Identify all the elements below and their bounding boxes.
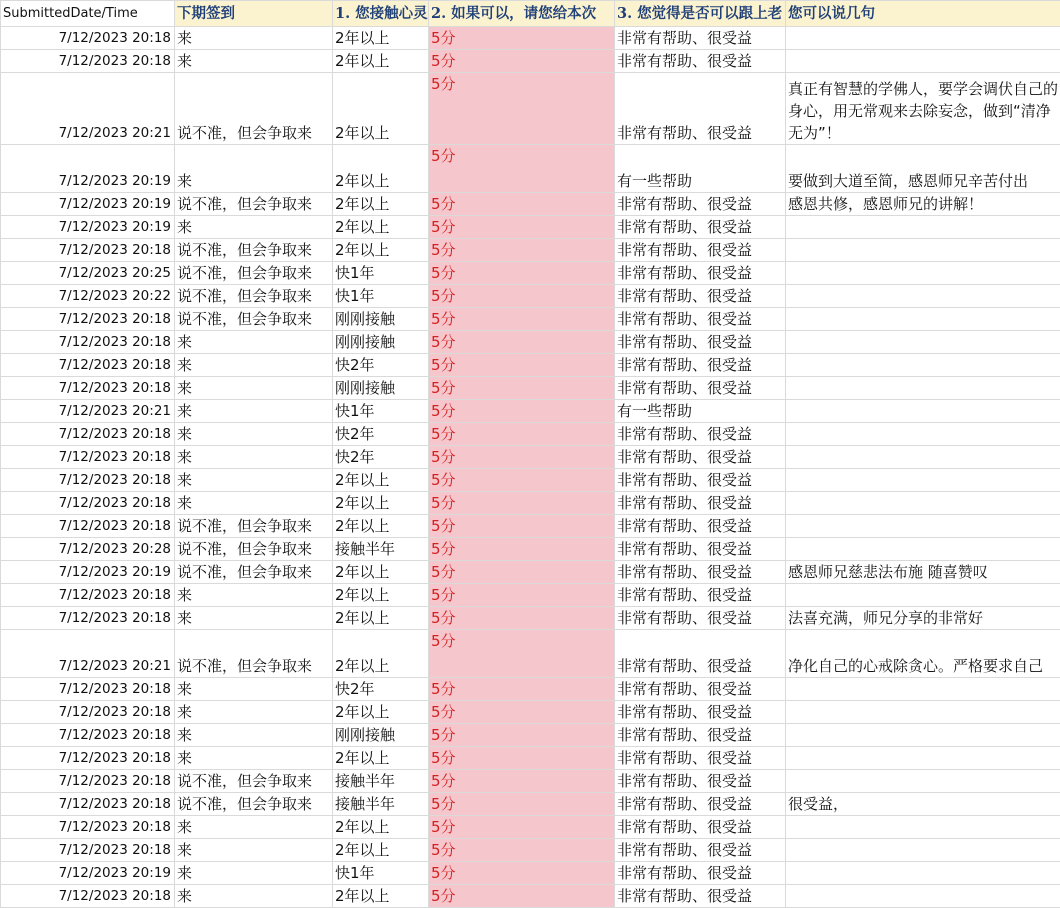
submitted-date-cell[interactable]: 7/12/2023 20:25 xyxy=(1,262,175,285)
submitted-date-cell[interactable]: 7/12/2023 20:18 xyxy=(1,354,175,377)
contact-duration-cell[interactable]: 2年以上 xyxy=(333,492,429,515)
contact-duration-cell[interactable]: 2年以上 xyxy=(333,469,429,492)
submitted-date-cell[interactable]: 7/12/2023 20:18 xyxy=(1,584,175,607)
contact-duration-cell[interactable]: 2年以上 xyxy=(333,216,429,239)
helpfulness-cell[interactable]: 非常有帮助、很受益 xyxy=(615,423,786,446)
contact-duration-cell[interactable]: 2年以上 xyxy=(333,239,429,262)
next-signin-cell[interactable]: 来 xyxy=(175,839,333,862)
helpfulness-cell[interactable]: 非常有帮助、很受益 xyxy=(615,262,786,285)
table-row[interactable] xyxy=(1,262,1060,285)
table-row[interactable] xyxy=(1,678,1060,701)
table-row[interactable] xyxy=(1,724,1060,747)
submitted-date-cell[interactable]: 7/12/2023 20:18 xyxy=(1,747,175,770)
helpfulness-cell[interactable]: 有一些帮助 xyxy=(615,400,786,423)
helpfulness-cell[interactable]: 非常有帮助、很受益 xyxy=(615,793,786,816)
contact-duration-cell[interactable]: 快1年 xyxy=(333,400,429,423)
comment-cell[interactable]: 真正有智慧的学佛人，要学会调伏自己的身心，用无常观来去除妄念，做到“清净无为”！ xyxy=(786,73,1060,145)
comment-cell[interactable] xyxy=(786,770,1060,793)
contact-duration-cell[interactable]: 刚刚接触 xyxy=(333,724,429,747)
helpfulness-cell[interactable]: 非常有帮助、很受益 xyxy=(615,584,786,607)
comment-cell[interactable] xyxy=(786,262,1060,285)
submitted-date-cell[interactable]: 7/12/2023 20:18 xyxy=(1,469,175,492)
table-row[interactable] xyxy=(1,50,1060,73)
submitted-date-cell[interactable]: 7/12/2023 20:18 xyxy=(1,377,175,400)
submitted-date-cell[interactable]: 7/12/2023 20:18 xyxy=(1,50,175,73)
rating-cell[interactable]: 5分 xyxy=(429,607,615,630)
comment-cell[interactable] xyxy=(786,839,1060,862)
rating-cell[interactable]: 5分 xyxy=(429,193,615,216)
helpfulness-cell[interactable]: 非常有帮助、很受益 xyxy=(615,239,786,262)
next-signin-cell[interactable]: 说不准，但会争取来 xyxy=(175,239,333,262)
next-signin-cell[interactable]: 来 xyxy=(175,331,333,354)
table-row[interactable] xyxy=(1,423,1060,446)
contact-duration-cell[interactable]: 2年以上 xyxy=(333,561,429,584)
rating-cell[interactable]: 5分 xyxy=(429,584,615,607)
contact-duration-cell[interactable]: 刚刚接触 xyxy=(333,331,429,354)
submitted-date-cell[interactable]: 7/12/2023 20:21 xyxy=(1,400,175,423)
submitted-date-cell[interactable]: 7/12/2023 20:18 xyxy=(1,423,175,446)
helpfulness-cell[interactable]: 非常有帮助、很受益 xyxy=(615,839,786,862)
contact-duration-cell[interactable]: 2年以上 xyxy=(333,885,429,908)
rating-cell[interactable]: 5分 xyxy=(429,239,615,262)
helpfulness-cell[interactable]: 非常有帮助、很受益 xyxy=(615,630,786,678)
comment-cell[interactable]: 净化自己的心戒除贪心。严格要求自己 xyxy=(786,630,1060,678)
helpfulness-cell[interactable]: 非常有帮助、很受益 xyxy=(615,885,786,908)
rating-cell[interactable]: 5分 xyxy=(429,770,615,793)
rating-cell[interactable]: 5分 xyxy=(429,561,615,584)
submitted-date-cell[interactable]: 7/12/2023 20:19 xyxy=(1,145,175,193)
helpfulness-cell[interactable]: 非常有帮助、很受益 xyxy=(615,607,786,630)
submitted-date-cell[interactable]: 7/12/2023 20:18 xyxy=(1,724,175,747)
next-signin-cell[interactable]: 来 xyxy=(175,354,333,377)
rating-cell[interactable]: 5分 xyxy=(429,862,615,885)
next-signin-cell[interactable]: 来 xyxy=(175,607,333,630)
table-row[interactable] xyxy=(1,216,1060,239)
helpfulness-cell[interactable]: 非常有帮助、很受益 xyxy=(615,354,786,377)
comment-cell[interactable] xyxy=(786,446,1060,469)
next-signin-cell[interactable]: 来 xyxy=(175,50,333,73)
rating-cell[interactable]: 5分 xyxy=(429,446,615,469)
contact-duration-cell[interactable]: 2年以上 xyxy=(333,839,429,862)
submitted-date-cell[interactable]: 7/12/2023 20:22 xyxy=(1,285,175,308)
submitted-date-cell[interactable]: 7/12/2023 20:19 xyxy=(1,561,175,584)
contact-duration-cell[interactable]: 快2年 xyxy=(333,446,429,469)
rating-cell[interactable]: 5分 xyxy=(429,216,615,239)
table-row[interactable] xyxy=(1,354,1060,377)
table-row[interactable] xyxy=(1,538,1060,561)
contact-duration-cell[interactable]: 快2年 xyxy=(333,354,429,377)
rating-cell[interactable]: 5分 xyxy=(429,469,615,492)
helpfulness-cell[interactable]: 非常有帮助、很受益 xyxy=(615,377,786,400)
table-row[interactable] xyxy=(1,285,1060,308)
table-body xyxy=(1,27,1060,908)
comment-cell[interactable] xyxy=(786,515,1060,538)
rating-cell[interactable]: 5分 xyxy=(429,678,615,701)
contact-duration-cell[interactable]: 2年以上 xyxy=(333,50,429,73)
next-signin-cell[interactable]: 来 xyxy=(175,816,333,839)
comment-cell[interactable] xyxy=(786,239,1060,262)
contact-duration-cell[interactable]: 快2年 xyxy=(333,423,429,446)
contact-duration-cell[interactable]: 快1年 xyxy=(333,262,429,285)
contact-duration-cell[interactable]: 刚刚接触 xyxy=(333,377,429,400)
comment-cell[interactable] xyxy=(786,423,1060,446)
rating-cell[interactable]: 5分 xyxy=(429,308,615,331)
contact-duration-cell[interactable]: 2年以上 xyxy=(333,73,429,145)
comment-cell[interactable]: 感恩共修，感恩师兄的讲解！ xyxy=(786,193,1060,216)
table-row[interactable] xyxy=(1,584,1060,607)
rating-cell[interactable]: 5分 xyxy=(429,27,615,50)
header-comments[interactable]: 您可以说几句 xyxy=(786,1,1060,27)
next-signin-cell[interactable]: 来 xyxy=(175,885,333,908)
next-signin-cell[interactable]: 来 xyxy=(175,216,333,239)
comment-cell[interactable] xyxy=(786,492,1060,515)
helpfulness-cell[interactable]: 非常有帮助、很受益 xyxy=(615,331,786,354)
header-rating[interactable]: 2. 如果可以，请您给本次 xyxy=(429,1,615,27)
submitted-date-cell[interactable]: 7/12/2023 20:18 xyxy=(1,27,175,50)
table-row[interactable] xyxy=(1,862,1060,885)
next-signin-cell[interactable]: 说不准，但会争取来 xyxy=(175,538,333,561)
table-row[interactable] xyxy=(1,630,1060,678)
next-signin-cell[interactable]: 说不准，但会争取来 xyxy=(175,770,333,793)
submitted-date-cell[interactable]: 7/12/2023 20:19 xyxy=(1,216,175,239)
rating-cell[interactable]: 5分 xyxy=(429,331,615,354)
contact-duration-cell[interactable]: 2年以上 xyxy=(333,193,429,216)
contact-duration-cell[interactable]: 2年以上 xyxy=(333,816,429,839)
contact-duration-cell[interactable]: 2年以上 xyxy=(333,145,429,193)
helpfulness-cell[interactable]: 非常有帮助、很受益 xyxy=(615,724,786,747)
table-row[interactable] xyxy=(1,561,1060,584)
comment-cell[interactable] xyxy=(786,354,1060,377)
helpfulness-cell[interactable]: 非常有帮助、很受益 xyxy=(615,193,786,216)
table-row[interactable] xyxy=(1,701,1060,724)
submitted-date-cell[interactable]: 7/12/2023 20:18 xyxy=(1,678,175,701)
rating-cell[interactable]: 5分 xyxy=(429,492,615,515)
comment-cell[interactable]: 很受益， xyxy=(786,793,1060,816)
next-signin-cell[interactable]: 说不准，但会争取来 xyxy=(175,515,333,538)
submitted-date-cell[interactable]: 7/12/2023 20:18 xyxy=(1,839,175,862)
comment-cell[interactable] xyxy=(786,469,1060,492)
rating-cell[interactable]: 5分 xyxy=(429,885,615,908)
table-row[interactable] xyxy=(1,27,1060,50)
table-row[interactable] xyxy=(1,400,1060,423)
helpfulness-cell[interactable]: 非常有帮助、很受益 xyxy=(615,747,786,770)
contact-duration-cell[interactable]: 接触半年 xyxy=(333,770,429,793)
next-signin-cell[interactable]: 来 xyxy=(175,446,333,469)
table-row[interactable] xyxy=(1,331,1060,354)
comment-cell[interactable] xyxy=(786,308,1060,331)
next-signin-cell[interactable]: 来 xyxy=(175,27,333,50)
next-signin-cell[interactable]: 来 xyxy=(175,862,333,885)
next-signin-cell[interactable]: 来 xyxy=(175,701,333,724)
header-helpfulness[interactable]: 3. 您觉得是否可以跟上老 xyxy=(615,1,786,27)
next-signin-cell[interactable]: 说不准，但会争取来 xyxy=(175,630,333,678)
comment-cell[interactable] xyxy=(786,285,1060,308)
table-row[interactable] xyxy=(1,839,1060,862)
table-row[interactable] xyxy=(1,73,1060,145)
contact-duration-cell[interactable]: 快2年 xyxy=(333,678,429,701)
rating-cell[interactable]: 5分 xyxy=(429,400,615,423)
submitted-date-cell[interactable]: 7/12/2023 20:18 xyxy=(1,515,175,538)
helpfulness-cell[interactable]: 非常有帮助、很受益 xyxy=(615,862,786,885)
submitted-date-cell[interactable]: 7/12/2023 20:21 xyxy=(1,73,175,145)
table-row[interactable] xyxy=(1,145,1060,193)
contact-duration-cell[interactable]: 2年以上 xyxy=(333,27,429,50)
table-row[interactable] xyxy=(1,793,1060,816)
helpfulness-cell[interactable]: 非常有帮助、很受益 xyxy=(615,446,786,469)
rating-cell[interactable]: 5分 xyxy=(429,262,615,285)
helpfulness-cell[interactable]: 非常有帮助、很受益 xyxy=(615,492,786,515)
rating-cell[interactable]: 5分 xyxy=(429,793,615,816)
rating-cell[interactable]: 5分 xyxy=(429,816,615,839)
rating-cell[interactable]: 5分 xyxy=(429,354,615,377)
comment-cell[interactable]: 法喜充满，师兄分享的非常好 xyxy=(786,607,1060,630)
comment-cell[interactable] xyxy=(786,724,1060,747)
comment-cell[interactable] xyxy=(786,27,1060,50)
helpfulness-cell[interactable]: 非常有帮助、很受益 xyxy=(615,678,786,701)
next-signin-cell[interactable]: 来 xyxy=(175,377,333,400)
submitted-date-cell[interactable]: 7/12/2023 20:18 xyxy=(1,816,175,839)
submitted-date-cell[interactable]: 7/12/2023 20:18 xyxy=(1,308,175,331)
submitted-date-cell[interactable]: 7/12/2023 20:18 xyxy=(1,701,175,724)
helpfulness-cell[interactable]: 有一些帮助 xyxy=(615,145,786,193)
table-row[interactable] xyxy=(1,239,1060,262)
table-row[interactable] xyxy=(1,747,1060,770)
contact-duration-cell[interactable]: 2年以上 xyxy=(333,747,429,770)
submitted-date-cell[interactable]: 7/12/2023 20:19 xyxy=(1,862,175,885)
comment-cell[interactable] xyxy=(786,50,1060,73)
contact-duration-cell[interactable]: 快1年 xyxy=(333,862,429,885)
helpfulness-cell[interactable]: 非常有帮助、很受益 xyxy=(615,216,786,239)
submitted-date-cell[interactable]: 7/12/2023 20:21 xyxy=(1,630,175,678)
submitted-date-cell[interactable]: 7/12/2023 20:28 xyxy=(1,538,175,561)
contact-duration-cell[interactable]: 接触半年 xyxy=(333,793,429,816)
table-row[interactable] xyxy=(1,515,1060,538)
table-row[interactable] xyxy=(1,377,1060,400)
next-signin-cell[interactable]: 说不准，但会争取来 xyxy=(175,308,333,331)
next-signin-cell[interactable]: 说不准，但会争取来 xyxy=(175,561,333,584)
rating-cell[interactable]: 5分 xyxy=(429,630,615,678)
helpfulness-cell[interactable]: 非常有帮助、很受益 xyxy=(615,50,786,73)
table-row[interactable] xyxy=(1,816,1060,839)
submitted-date-cell[interactable]: 7/12/2023 20:18 xyxy=(1,885,175,908)
next-signin-cell[interactable]: 说不准，但会争取来 xyxy=(175,793,333,816)
helpfulness-cell[interactable]: 非常有帮助、很受益 xyxy=(615,73,786,145)
next-signin-cell[interactable]: 来 xyxy=(175,584,333,607)
comment-cell[interactable] xyxy=(786,701,1060,724)
helpfulness-cell[interactable]: 非常有帮助、很受益 xyxy=(615,561,786,584)
comment-cell[interactable] xyxy=(786,400,1060,423)
helpfulness-cell[interactable]: 非常有帮助、很受益 xyxy=(615,308,786,331)
contact-duration-cell[interactable]: 2年以上 xyxy=(333,630,429,678)
contact-duration-cell[interactable]: 2年以上 xyxy=(333,584,429,607)
rating-cell[interactable]: 5分 xyxy=(429,839,615,862)
helpfulness-cell[interactable]: 非常有帮助、很受益 xyxy=(615,469,786,492)
next-signin-cell[interactable]: 来 xyxy=(175,678,333,701)
comment-cell[interactable]: 要做到大道至简，感恩师兄辛苦付出 xyxy=(786,145,1060,193)
submitted-date-cell[interactable]: 7/12/2023 20:18 xyxy=(1,492,175,515)
next-signin-cell[interactable]: 来 xyxy=(175,145,333,193)
submitted-date-cell[interactable]: 7/12/2023 20:18 xyxy=(1,793,175,816)
comment-cell[interactable] xyxy=(786,216,1060,239)
next-signin-cell[interactable]: 来 xyxy=(175,400,333,423)
table-row[interactable] xyxy=(1,308,1060,331)
table-row[interactable] xyxy=(1,492,1060,515)
next-signin-cell[interactable]: 来 xyxy=(175,724,333,747)
table-row[interactable] xyxy=(1,193,1060,216)
header-submitted-date[interactable]: SubmittedDate/Time xyxy=(1,1,175,27)
header-next-signin[interactable]: 下期签到 xyxy=(175,1,333,27)
submitted-date-cell[interactable]: 7/12/2023 20:18 xyxy=(1,239,175,262)
rating-cell[interactable]: 5分 xyxy=(429,701,615,724)
table-row[interactable] xyxy=(1,469,1060,492)
next-signin-cell[interactable]: 说不准，但会争取来 xyxy=(175,262,333,285)
next-signin-cell[interactable]: 来 xyxy=(175,469,333,492)
submitted-date-cell[interactable]: 7/12/2023 20:19 xyxy=(1,193,175,216)
comment-cell[interactable] xyxy=(786,885,1060,908)
contact-duration-cell[interactable]: 刚刚接触 xyxy=(333,308,429,331)
header-row xyxy=(1,1,1060,27)
header-contact-duration[interactable]: 1. 您接触心灵 xyxy=(333,1,429,27)
next-signin-cell[interactable]: 说不准，但会争取来 xyxy=(175,193,333,216)
comment-cell[interactable] xyxy=(786,862,1060,885)
comment-cell[interactable]: 感恩师兄慈悲法布施 随喜赞叹 xyxy=(786,561,1060,584)
comment-cell[interactable] xyxy=(786,538,1060,561)
table-row[interactable] xyxy=(1,770,1060,793)
comment-cell[interactable] xyxy=(786,678,1060,701)
rating-cell[interactable]: 5分 xyxy=(429,145,615,193)
next-signin-cell[interactable]: 来 xyxy=(175,747,333,770)
contact-duration-cell[interactable]: 快1年 xyxy=(333,285,429,308)
rating-cell[interactable]: 5分 xyxy=(429,538,615,561)
rating-cell[interactable]: 5分 xyxy=(429,515,615,538)
contact-duration-cell[interactable]: 2年以上 xyxy=(333,701,429,724)
rating-cell[interactable]: 5分 xyxy=(429,73,615,145)
helpfulness-cell[interactable]: 非常有帮助、很受益 xyxy=(615,816,786,839)
next-signin-cell[interactable]: 来 xyxy=(175,492,333,515)
helpfulness-cell[interactable]: 非常有帮助、很受益 xyxy=(615,538,786,561)
comment-cell[interactable] xyxy=(786,377,1060,400)
next-signin-cell[interactable]: 说不准，但会争取来 xyxy=(175,73,333,145)
table-row[interactable] xyxy=(1,885,1060,908)
comment-cell[interactable] xyxy=(786,331,1060,354)
rating-cell[interactable]: 5分 xyxy=(429,747,615,770)
next-signin-cell[interactable]: 说不准，但会争取来 xyxy=(175,285,333,308)
comment-cell[interactable] xyxy=(786,584,1060,607)
submitted-date-cell[interactable]: 7/12/2023 20:18 xyxy=(1,331,175,354)
next-signin-cell[interactable]: 来 xyxy=(175,423,333,446)
submitted-date-cell[interactable]: 7/12/2023 20:18 xyxy=(1,446,175,469)
rating-cell[interactable]: 5分 xyxy=(429,50,615,73)
submitted-date-cell[interactable]: 7/12/2023 20:18 xyxy=(1,770,175,793)
contact-duration-cell[interactable]: 接触半年 xyxy=(333,538,429,561)
contact-duration-cell[interactable]: 2年以上 xyxy=(333,515,429,538)
helpfulness-cell[interactable]: 非常有帮助、很受益 xyxy=(615,27,786,50)
comment-cell[interactable] xyxy=(786,816,1060,839)
rating-cell[interactable]: 5分 xyxy=(429,285,615,308)
contact-duration-cell[interactable]: 2年以上 xyxy=(333,607,429,630)
rating-cell[interactable]: 5分 xyxy=(429,377,615,400)
helpfulness-cell[interactable]: 非常有帮助、很受益 xyxy=(615,701,786,724)
comment-cell[interactable] xyxy=(786,747,1060,770)
helpfulness-cell[interactable]: 非常有帮助、很受益 xyxy=(615,515,786,538)
helpfulness-cell[interactable]: 非常有帮助、很受益 xyxy=(615,770,786,793)
table-row[interactable] xyxy=(1,446,1060,469)
rating-cell[interactable]: 5分 xyxy=(429,423,615,446)
rating-cell[interactable]: 5分 xyxy=(429,724,615,747)
helpfulness-cell[interactable]: 非常有帮助、很受益 xyxy=(615,285,786,308)
submitted-date-cell[interactable]: 7/12/2023 20:18 xyxy=(1,607,175,630)
table-row[interactable] xyxy=(1,607,1060,630)
